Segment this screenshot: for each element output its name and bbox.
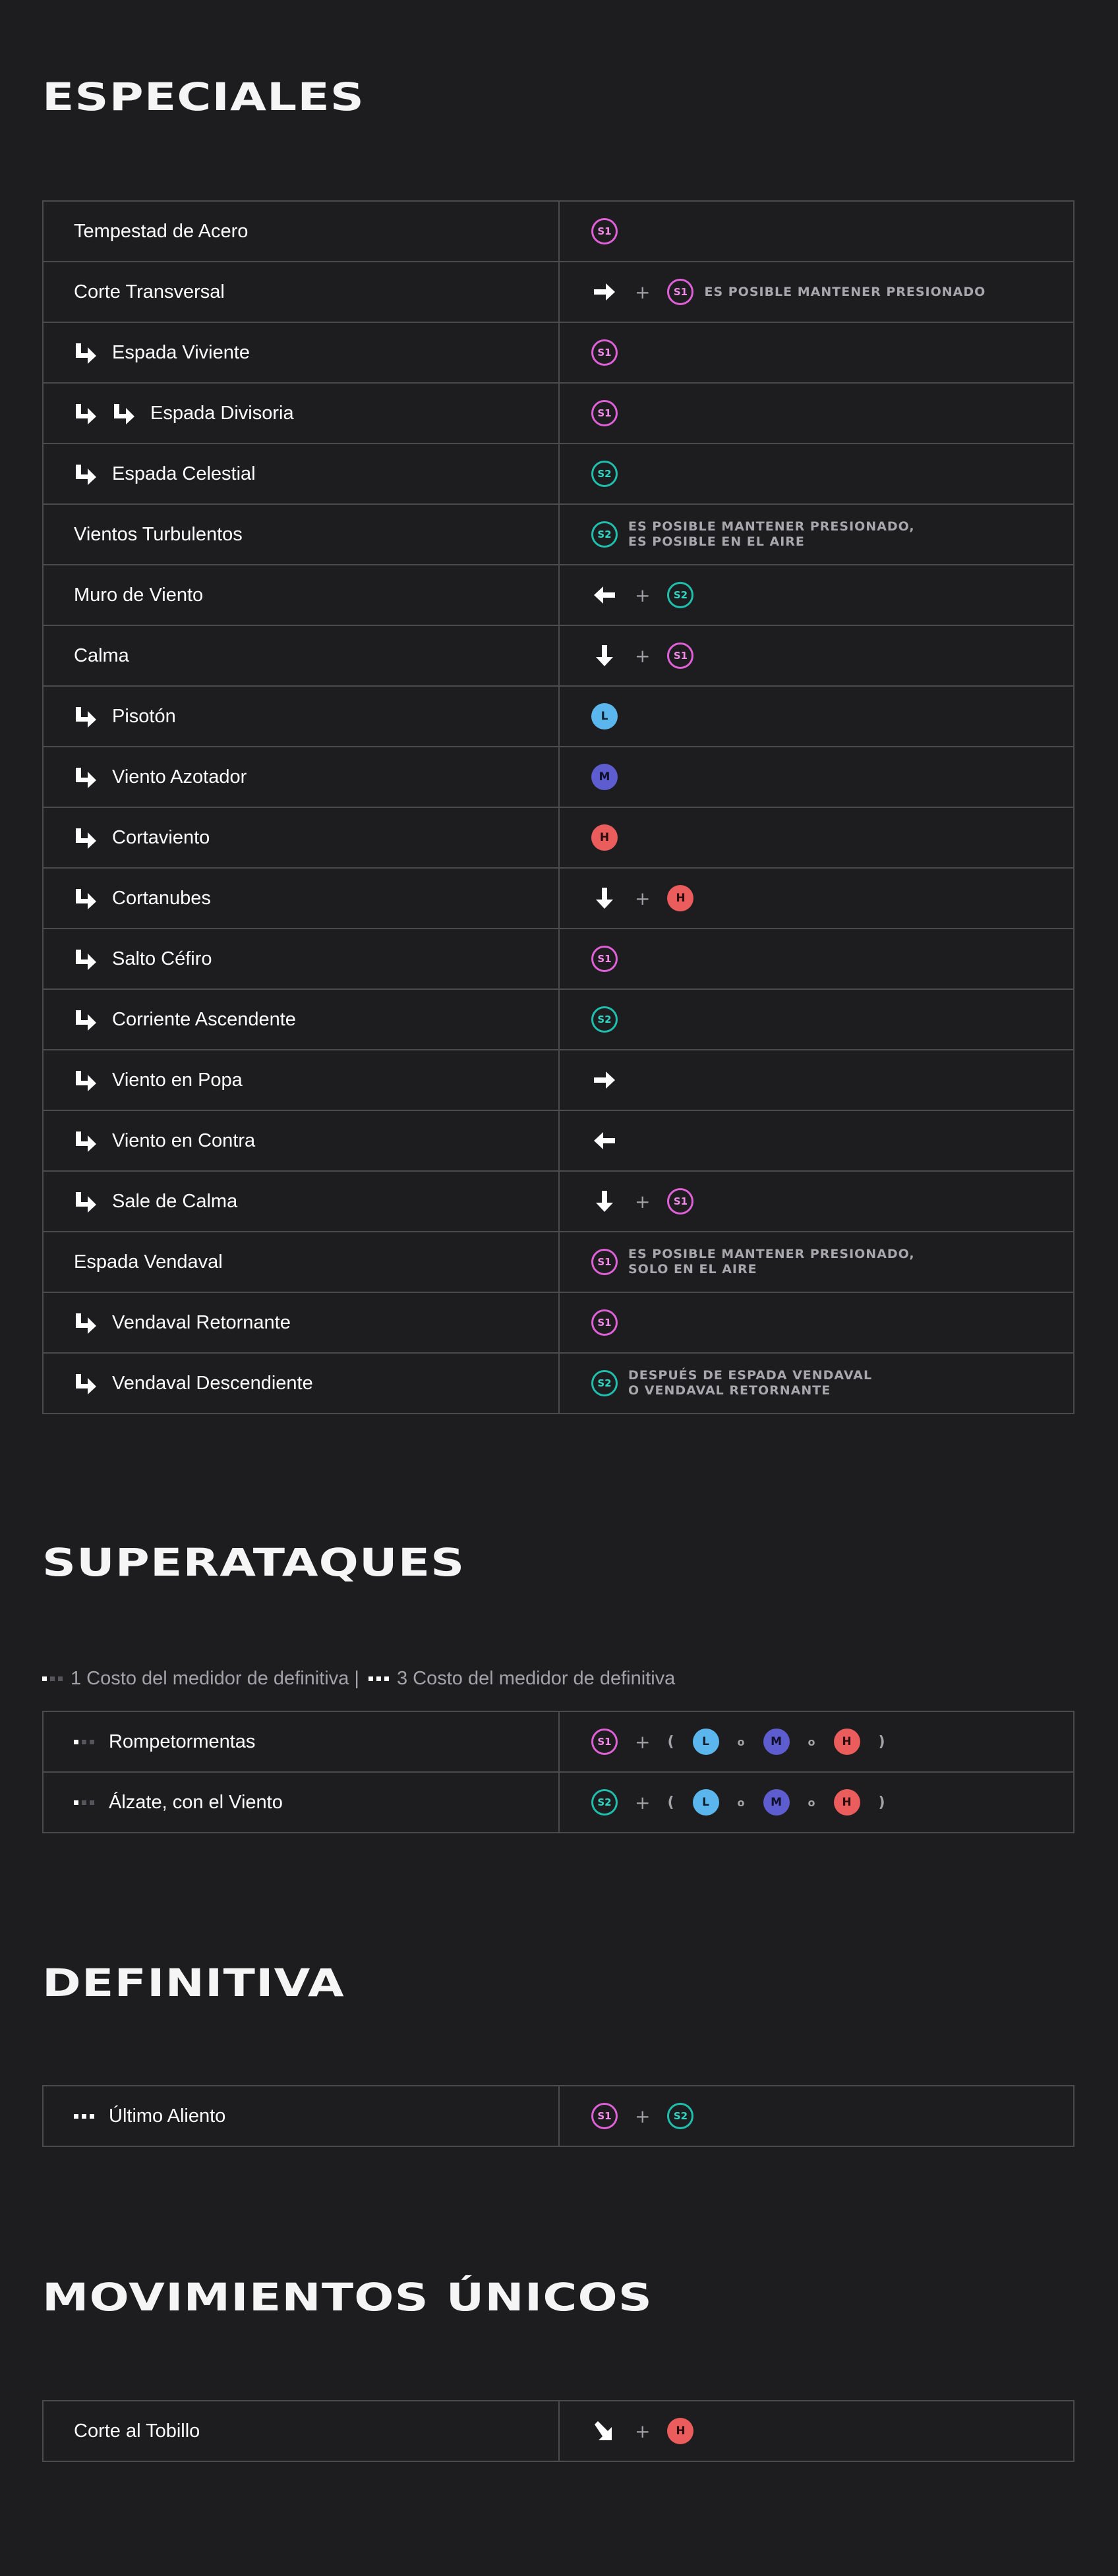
or-separator: o [737, 1796, 745, 1809]
arrow-right-icon [591, 279, 618, 305]
move-name-cell [44, 1050, 560, 1110]
move-name: Vendaval Retornante [112, 1311, 291, 1333]
input-cell [560, 808, 1073, 867]
close-paren: ) [878, 1794, 885, 1811]
table-row [42, 747, 1074, 808]
heavy-button-icon: H [667, 2418, 693, 2444]
input-cell [560, 1354, 1073, 1413]
s1-button-icon: S1 [591, 2103, 618, 2129]
s1-button-icon: S1 [591, 946, 618, 972]
move-name-cell [44, 2401, 560, 2461]
move-name: Álzate, con el Viento [109, 1791, 283, 1813]
meter-cost-legend [42, 1668, 675, 1690]
s2-button-icon: S2 [591, 1789, 618, 1816]
table-row [42, 1050, 1074, 1111]
plus-symbol: + [635, 1190, 651, 1213]
input-cell [560, 1050, 1073, 1110]
input-cell [560, 747, 1073, 807]
s1-button-icon: S1 [667, 279, 693, 305]
s1-button-icon: S1 [591, 1309, 618, 1336]
heavy-button-icon: H [834, 1729, 860, 1755]
table-row [42, 929, 1074, 990]
follow-up-icon [74, 402, 98, 424]
move-name: Viento Azotador [112, 766, 247, 787]
move-name-cell [44, 929, 560, 988]
s2-button-icon: S2 [591, 521, 618, 548]
s1-button-icon: S1 [591, 1729, 618, 1755]
move-name: Vientos Turbulentos [74, 523, 243, 545]
move-name-cell [44, 262, 560, 322]
table-row [42, 626, 1074, 687]
move-note: ES POSIBLE MANTENER PRESIONADO [704, 284, 986, 299]
move-name: Tempestad de Acero [74, 220, 249, 242]
follow-up-icon [74, 1372, 98, 1394]
move-name: Cortaviento [112, 826, 210, 848]
arrow-down-icon [591, 1188, 618, 1215]
move-note: DESPUÉS DE ESPADA VENDAVAL O VENDAVAL RETORNANTE [628, 1368, 873, 1398]
plus-symbol: + [635, 281, 651, 303]
move-name: Viento en Contra [112, 1130, 256, 1151]
or-separator: o [737, 1735, 745, 1748]
s2-button-icon: S2 [591, 461, 618, 487]
table-row [42, 1773, 1074, 1833]
move-name-cell [44, 1293, 560, 1352]
heavy-button-icon: H [667, 885, 693, 911]
heavy-button-icon: H [591, 824, 618, 851]
input-cell [560, 2086, 1073, 2146]
move-name-cell [44, 747, 560, 807]
follow-up-icon [74, 948, 98, 970]
arrow-right-icon [591, 1067, 618, 1093]
table-row [42, 1354, 1074, 1414]
section-title-superataques: SUPERATAQUES [42, 1540, 465, 1585]
s2-button-icon: S2 [667, 2103, 693, 2129]
meter-one-icon [74, 1800, 94, 1805]
table-row [42, 262, 1074, 323]
input-cell [560, 262, 1073, 322]
move-name-cell [44, 808, 560, 867]
plus-symbol: + [635, 584, 651, 606]
input-cell [560, 505, 1073, 564]
arrow-down-icon [591, 885, 618, 911]
follow-up-icon [74, 826, 98, 849]
plus-symbol: + [635, 644, 651, 667]
table-row [42, 444, 1074, 505]
medium-button-icon: M [763, 1789, 790, 1816]
move-name-cell [44, 1232, 560, 1292]
move-name: Calma [74, 644, 129, 666]
arrow-left-icon [591, 1128, 618, 1154]
follow-up-icon [74, 766, 98, 788]
arrow-down-right-icon [591, 2418, 618, 2444]
input-cell [560, 687, 1073, 746]
legend-three-cost: 3 Costo del medidor de definitiva [396, 1668, 676, 1689]
meter-three-icon [74, 2114, 94, 2119]
input-cell [560, 1773, 1073, 1832]
light-button-icon: L [693, 1789, 719, 1816]
input-cell [560, 323, 1073, 382]
medium-button-icon: M [591, 764, 618, 790]
open-paren: ( [667, 1733, 674, 1750]
move-note: ES POSIBLE MANTENER PRESIONADO, ES POSIBLE EN EL AIRE [628, 519, 915, 549]
follow-up-icon [74, 1311, 98, 1334]
section-title-definitiva: DEFINITIVA [42, 1961, 345, 2005]
open-paren: ( [667, 1794, 674, 1811]
plus-symbol: + [635, 1731, 651, 1753]
move-name-cell [44, 687, 560, 746]
move-name: Espada Viviente [112, 341, 250, 363]
move-name: Pisotón [112, 705, 176, 727]
follow-up-icon [74, 1008, 98, 1031]
follow-up-icon [74, 1130, 98, 1152]
follow-up-icon [74, 463, 98, 485]
move-name: Espada Divisoria [150, 402, 294, 424]
s1-button-icon: S1 [591, 1249, 618, 1275]
move-name-cell [44, 1712, 560, 1771]
input-cell [560, 626, 1073, 685]
table-row [42, 565, 1074, 626]
s1-button-icon: S1 [591, 400, 618, 426]
input-cell [560, 1172, 1073, 1231]
s2-button-icon: S2 [667, 582, 693, 608]
follow-up-icon [74, 1190, 98, 1213]
move-name: Cortanubes [112, 887, 211, 909]
table-row [42, 1712, 1074, 1773]
arrow-down-icon [591, 643, 618, 669]
or-separator: o [808, 1796, 815, 1809]
input-cell [560, 202, 1073, 261]
move-name-cell [44, 323, 560, 382]
input-cell [560, 1712, 1073, 1771]
move-name-cell [44, 505, 560, 564]
arrow-left-icon [591, 582, 618, 608]
meter-three-icon [368, 1676, 389, 1681]
table-row [42, 384, 1074, 444]
move-name-cell [44, 384, 560, 443]
move-name-cell [44, 2086, 560, 2146]
superataques-table [42, 1711, 1074, 1833]
s1-button-icon: S1 [591, 339, 618, 366]
s1-button-icon: S1 [591, 218, 618, 244]
move-name: Viento en Popa [112, 1069, 243, 1091]
input-cell [560, 929, 1073, 988]
meter-one-icon [42, 1676, 63, 1681]
table-row [42, 1111, 1074, 1172]
close-paren: ) [878, 1733, 885, 1750]
input-cell [560, 2401, 1073, 2461]
move-name: Espada Celestial [112, 463, 256, 484]
move-name: Corte al Tobillo [74, 2420, 200, 2442]
input-cell [560, 1232, 1073, 1292]
move-name-cell [44, 1354, 560, 1413]
move-name: Rompetormentas [109, 1731, 256, 1752]
move-name-cell [44, 202, 560, 261]
s1-button-icon: S1 [667, 1188, 693, 1215]
plus-symbol: + [635, 1791, 651, 1814]
unicos-table [42, 2400, 1074, 2462]
or-separator: o [808, 1735, 815, 1748]
plus-symbol: + [635, 2105, 651, 2127]
move-name: Último Aliento [109, 2105, 226, 2127]
move-name: Corriente Ascendente [112, 1008, 296, 1030]
move-name: Muro de Viento [74, 584, 204, 606]
follow-up-icon [74, 887, 98, 909]
move-name-cell [44, 990, 560, 1049]
input-cell [560, 384, 1073, 443]
plus-symbol: + [635, 2420, 651, 2442]
heavy-button-icon: H [834, 1789, 860, 1816]
move-name: Salto Céfiro [112, 948, 212, 969]
table-row [42, 202, 1074, 262]
move-name-cell [44, 626, 560, 685]
move-note: ES POSIBLE MANTENER PRESIONADO, SOLO EN EL AIRE [628, 1247, 915, 1276]
medium-button-icon: M [763, 1729, 790, 1755]
follow-up-icon [74, 705, 98, 728]
move-name-cell [44, 1172, 560, 1231]
input-cell [560, 565, 1073, 625]
input-cell [560, 444, 1073, 503]
section-title-especiales: ESPECIALES [42, 74, 365, 119]
light-button-icon: L [693, 1729, 719, 1755]
table-row [42, 2086, 1074, 2147]
move-name: Vendaval Descendiente [112, 1372, 313, 1394]
input-cell [560, 1293, 1073, 1352]
table-row [42, 1232, 1074, 1293]
table-row [42, 1293, 1074, 1354]
move-name-cell [44, 1773, 560, 1832]
especiales-table [42, 200, 1074, 1414]
table-row [42, 687, 1074, 747]
table-row [42, 323, 1074, 384]
move-name-cell [44, 444, 560, 503]
input-cell [560, 869, 1073, 928]
input-cell [560, 1111, 1073, 1170]
move-name-cell [44, 869, 560, 928]
move-name-cell [44, 565, 560, 625]
follow-up-icon [74, 1069, 98, 1091]
table-row [42, 505, 1074, 565]
table-row [42, 869, 1074, 929]
follow-up-icon [74, 341, 98, 364]
s2-button-icon: S2 [591, 1006, 618, 1033]
move-name: Espada Vendaval [74, 1251, 223, 1273]
s1-button-icon: S1 [667, 643, 693, 669]
table-row [42, 990, 1074, 1050]
follow-up-icon [112, 402, 136, 424]
meter-one-icon [74, 1740, 94, 1744]
input-cell [560, 990, 1073, 1049]
move-name: Sale de Calma [112, 1190, 238, 1212]
move-name-cell [44, 1111, 560, 1170]
table-row [42, 808, 1074, 869]
table-row [42, 1172, 1074, 1232]
light-button-icon: L [591, 703, 618, 730]
definitiva-table [42, 2085, 1074, 2147]
move-name: Corte Transversal [74, 281, 225, 302]
section-title-movimientos-unicos: MOVIMIENTOS ÚNICOS [42, 2275, 653, 2320]
plus-symbol: + [635, 887, 651, 909]
legend-one-cost: 1 Costo del medidor de definitiva | [71, 1668, 359, 1689]
table-row [42, 2401, 1074, 2462]
s2-button-icon: S2 [591, 1370, 618, 1396]
